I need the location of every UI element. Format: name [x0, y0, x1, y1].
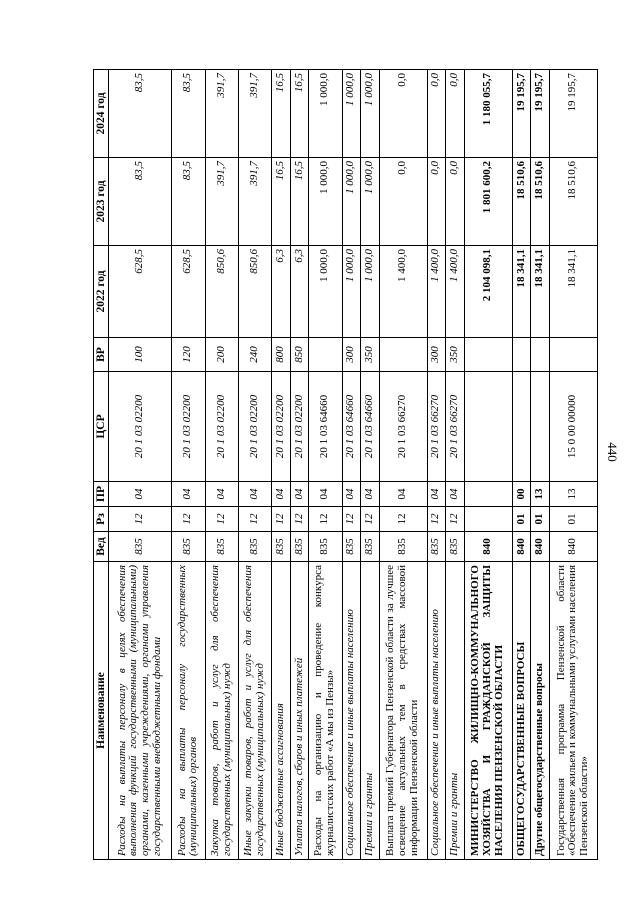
row-ved: 835: [238, 532, 271, 562]
header-cell: 2023 год: [94, 158, 109, 246]
row-2024: 391,7: [205, 70, 238, 158]
row-ved: 835: [205, 532, 238, 562]
row-csr: 20 1 03 64660: [342, 372, 361, 482]
row-2024: 391,7: [238, 70, 271, 158]
row-csr: 20 1 03 02200: [238, 372, 271, 482]
row-name: Государственная программа Пензенской области «Обеспечение жильем и коммунальными услугами населения Пензенской области»: [549, 562, 597, 860]
row-2024: 83,5: [172, 70, 205, 158]
table-row: [464, 70, 512, 860]
table-row: [205, 70, 238, 860]
row-2022: 850,6: [205, 246, 238, 338]
row-rz: 12: [342, 507, 361, 532]
row-vr: [309, 338, 342, 372]
row-rz: 12: [379, 507, 427, 532]
row-2022: 1 000,0: [309, 246, 342, 338]
row-vr: 300: [427, 338, 446, 372]
row-name: Выплата премий Губернатора Пензенской области за лучшее освещение актуальных тем в средствах массовой информации Пензенской области: [379, 562, 427, 860]
row-ved: 840: [531, 532, 550, 562]
table-row: [342, 70, 361, 860]
header-cell: ВР: [94, 338, 109, 372]
row-2023: 0,0: [379, 158, 427, 246]
row-vr: 350: [361, 338, 380, 372]
row-ved: 835: [172, 532, 205, 562]
row-name: МИНИСТЕРСТВО ЖИЛИЩНО-КОММУНАЛЬНОГО ХОЗЯЙСТВА И ГРАЖДАНСКОЙ ЗАЩИТЫ НАСЕЛЕНИЯ ПЕНЗЕНСКОЙ ОБЛАСТИ: [464, 562, 512, 860]
row-pr: 04: [238, 482, 271, 507]
table-row: [272, 70, 291, 860]
header-cell: 2022 год: [94, 246, 109, 338]
row-ved: 840: [512, 532, 531, 562]
row-csr: [512, 372, 531, 482]
row-csr: 20 1 03 66270: [446, 372, 465, 482]
row-2022: 1 400,0: [427, 246, 446, 338]
row-ved: 835: [446, 532, 465, 562]
row-pr: 04: [342, 482, 361, 507]
row-2023: 18 510,6: [549, 158, 597, 246]
header-cell: ПР: [94, 482, 109, 507]
header-row: [94, 70, 109, 860]
row-rz: 12: [446, 507, 465, 532]
row-name: Расходы на выплаты персоналу государственных (муниципальных) органов: [172, 562, 205, 860]
row-2024: 1 000,0: [361, 70, 380, 158]
table-row: [309, 70, 342, 860]
row-csr: 20 1 03 02200: [109, 372, 172, 482]
row-name: Уплата налогов, сборов и иных платежей: [290, 562, 309, 860]
row-2022: 1 400,0: [446, 246, 465, 338]
row-2023: 83,5: [109, 158, 172, 246]
row-2024: 1 000,0: [309, 70, 342, 158]
row-pr: 04: [361, 482, 380, 507]
row-2024: 0,0: [427, 70, 446, 158]
row-csr: 15 0 00 00000: [549, 372, 597, 482]
header-cell: 2024 год: [94, 70, 109, 158]
page-number: 440: [605, 442, 620, 462]
row-pr: 04: [290, 482, 309, 507]
row-vr: 850: [290, 338, 309, 372]
row-pr: 04: [172, 482, 205, 507]
row-pr: 04: [446, 482, 465, 507]
row-ved: 840: [549, 532, 597, 562]
table-row: [549, 70, 597, 860]
row-2022: 1 000,0: [342, 246, 361, 338]
table-row: [512, 70, 531, 860]
row-ved: 835: [361, 532, 380, 562]
row-pr: 04: [205, 482, 238, 507]
row-2023: 0,0: [446, 158, 465, 246]
row-ved: 835: [342, 532, 361, 562]
row-2023: 16,5: [290, 158, 309, 246]
row-rz: [464, 507, 512, 532]
row-vr: 200: [205, 338, 238, 372]
row-2022: 850,6: [238, 246, 271, 338]
row-rz: 01: [531, 507, 550, 532]
row-2024: 16,5: [290, 70, 309, 158]
budget-table: [93, 69, 598, 860]
header-cell: Рз: [94, 507, 109, 532]
row-ved: 835: [272, 532, 291, 562]
row-ved: 835: [427, 532, 446, 562]
row-2024: 1 180 055,7: [464, 70, 512, 158]
row-vr: [531, 338, 550, 372]
row-rz: 12: [361, 507, 380, 532]
row-csr: [464, 372, 512, 482]
row-pr: 04: [379, 482, 427, 507]
row-vr: [379, 338, 427, 372]
row-2023: 18 510,6: [512, 158, 531, 246]
row-vr: [512, 338, 531, 372]
row-rz: 01: [512, 507, 531, 532]
row-2022: 1 400,0: [379, 246, 427, 338]
row-pr: 04: [427, 482, 446, 507]
row-vr: 100: [109, 338, 172, 372]
row-pr: 13: [531, 482, 550, 507]
table-row: [427, 70, 446, 860]
row-rz: 12: [427, 507, 446, 532]
row-name: Расходы на выплаты персоналу в целях обеспечения выполнения функций государственными (муниципальными) органами, казенными учреждениями, органами управления государственными внебюджетными фондами: [109, 562, 172, 860]
row-rz: 12: [109, 507, 172, 532]
row-2023: 1 000,0: [342, 158, 361, 246]
row-2024: 19 195,7: [531, 70, 550, 158]
row-2024: 19 195,7: [549, 70, 597, 158]
row-vr: [464, 338, 512, 372]
table-row: [361, 70, 380, 860]
row-2024: 1 000,0: [342, 70, 361, 158]
row-name: Закупка товаров, работ и услуг для обеспечения государственных (муниципальных) нужд: [205, 562, 238, 860]
row-2022: 628,5: [109, 246, 172, 338]
row-2023: 0,0: [427, 158, 446, 246]
row-2024: 0,0: [379, 70, 427, 158]
row-pr: 04: [309, 482, 342, 507]
budget-table-container: [93, 70, 598, 860]
row-2023: 1 000,0: [361, 158, 380, 246]
row-name: Иные бюджетные ассигнования: [272, 562, 291, 860]
row-2023: 391,7: [238, 158, 271, 246]
row-2022: 1 000,0: [361, 246, 380, 338]
row-csr: 20 1 03 02200: [290, 372, 309, 482]
row-csr: 20 1 03 02200: [272, 372, 291, 482]
row-2024: 16,5: [272, 70, 291, 158]
row-name: Расходы на организацию и проведение конкурса журналистских работ «А мы из Пензы»: [309, 562, 342, 860]
row-pr: 04: [272, 482, 291, 507]
row-csr: [531, 372, 550, 482]
row-2022: 6,3: [290, 246, 309, 338]
row-2023: 391,7: [205, 158, 238, 246]
table-row: [109, 70, 172, 860]
row-rz: 12: [309, 507, 342, 532]
table-body: [109, 70, 598, 860]
row-ved: 835: [309, 532, 342, 562]
row-2023: 18 510,6: [531, 158, 550, 246]
row-name: Другие общегосударственные вопросы: [531, 562, 550, 860]
header-cell: Наименование: [94, 562, 109, 860]
table-row: [290, 70, 309, 860]
row-name: Премии и гранты: [361, 562, 380, 860]
row-vr: 800: [272, 338, 291, 372]
row-2022: 18 341,1: [549, 246, 597, 338]
row-2022: 628,5: [172, 246, 205, 338]
row-2022: 2 104 098,1: [464, 246, 512, 338]
row-ved: 840: [464, 532, 512, 562]
row-pr: 13: [549, 482, 597, 507]
row-name: Социальное обеспечение и иные выплаты населению: [427, 562, 446, 860]
table-row: [531, 70, 550, 860]
row-rz: 12: [290, 507, 309, 532]
table-row: [446, 70, 465, 860]
row-vr: [549, 338, 597, 372]
row-vr: 240: [238, 338, 271, 372]
row-vr: 300: [342, 338, 361, 372]
table-row: [172, 70, 205, 860]
row-2022: 18 341,1: [512, 246, 531, 338]
header-cell: ЦСР: [94, 372, 109, 482]
row-vr: 120: [172, 338, 205, 372]
row-name: Премии и гранты: [446, 562, 465, 860]
row-2024: 83,5: [109, 70, 172, 158]
row-vr: 350: [446, 338, 465, 372]
row-2023: 83,5: [172, 158, 205, 246]
row-2024: 19 195,7: [512, 70, 531, 158]
row-ved: 835: [379, 532, 427, 562]
row-csr: 20 1 03 02200: [172, 372, 205, 482]
row-name: ОБЩЕГОСУДАРСТВЕННЫЕ ВОПРОСЫ: [512, 562, 531, 860]
row-2024: 0,0: [446, 70, 465, 158]
row-2023: 16,5: [272, 158, 291, 246]
row-ved: 835: [290, 532, 309, 562]
row-csr: 20 1 03 64660: [309, 372, 342, 482]
row-rz: 12: [238, 507, 271, 532]
row-csr: 20 1 03 66270: [379, 372, 427, 482]
row-csr: 20 1 03 02200: [205, 372, 238, 482]
row-rz: 12: [172, 507, 205, 532]
row-rz: 12: [272, 507, 291, 532]
row-csr: 20 1 03 66270: [427, 372, 446, 482]
row-pr: [464, 482, 512, 507]
row-csr: 20 1 03 64660: [361, 372, 380, 482]
row-2022: 6,3: [272, 246, 291, 338]
table-row: [379, 70, 427, 860]
row-pr: 00: [512, 482, 531, 507]
header-cell: Вед: [94, 532, 109, 562]
row-rz: 12: [205, 507, 238, 532]
row-2023: 1 000,0: [309, 158, 342, 246]
row-rz: 01: [549, 507, 597, 532]
table-row: [238, 70, 271, 860]
row-name: Социальное обеспечение и иные выплаты населению: [342, 562, 361, 860]
row-pr: 04: [109, 482, 172, 507]
row-2022: 18 341,1: [531, 246, 550, 338]
row-ved: 835: [109, 532, 172, 562]
row-name: Иные закупки товаров, работ и услуг для обеспечения государственных (муниципальных) нужд: [238, 562, 271, 860]
row-2023: 1 801 600,2: [464, 158, 512, 246]
